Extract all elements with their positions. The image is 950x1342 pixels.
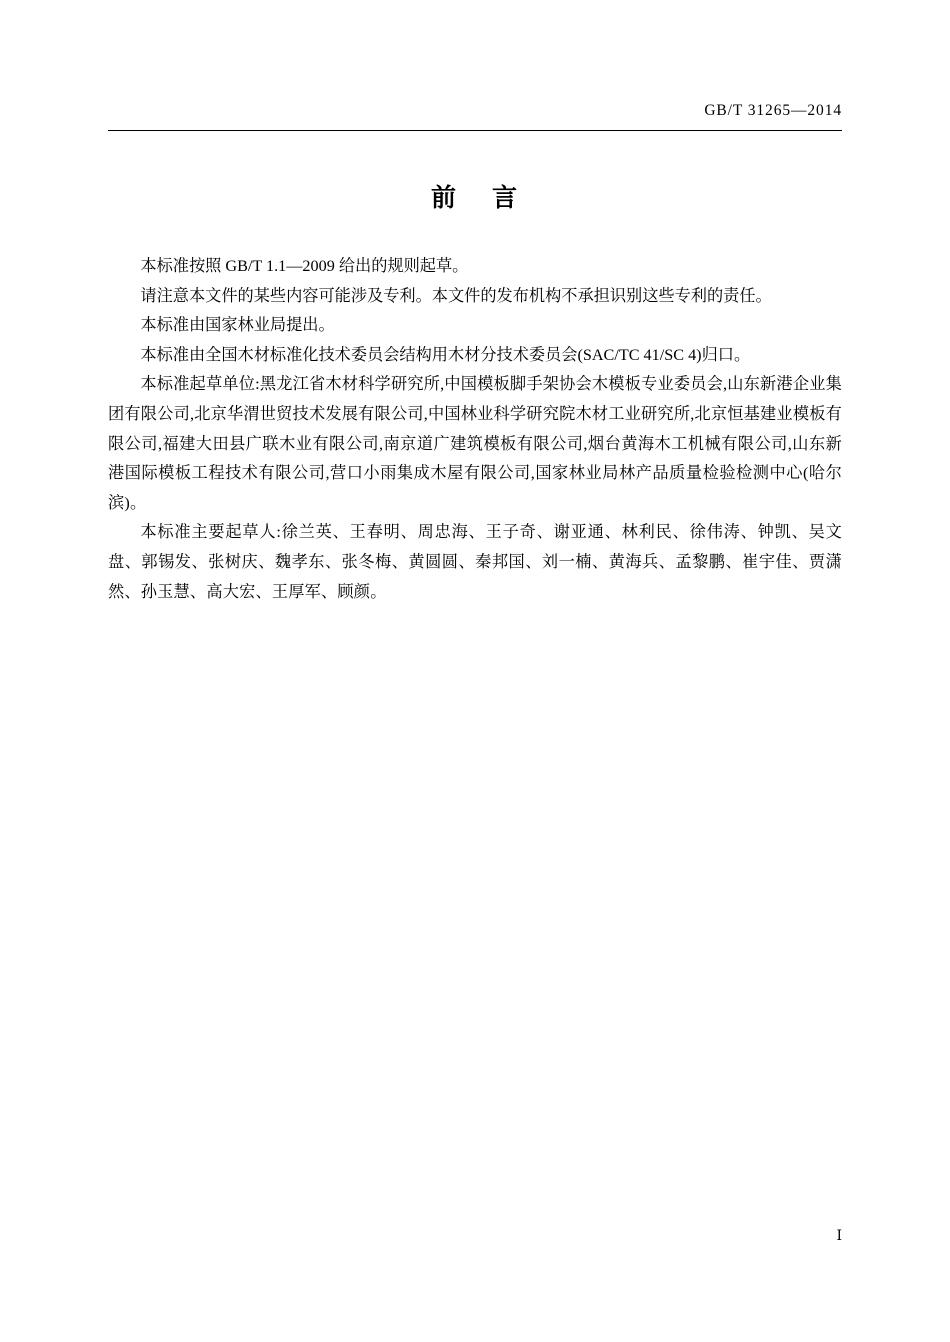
paragraph: 本标准由全国木材标准化技术委员会结构用木材分技术委员会(SAC/TC 41/SC 4)归口。 — [140, 345, 751, 364]
header-standard-number: GB/T 31265—2014 — [704, 102, 842, 119]
footer-page-number: Ⅰ — [836, 1229, 842, 1244]
paragraph: 请注意本文件的某些内容可能涉及专利。本文件的发布机构不承担识别这些专利的责任。 — [140, 286, 772, 305]
paragraph: 本标准由国家林业局提出。 — [140, 316, 335, 335]
title-char-1: 前 — [430, 183, 458, 212]
paragraph: 本标准按照 GB/T 1.1—2009 给出的规则起草。 — [140, 257, 469, 275]
paragraph: 本标准主要起草人:徐兰英、王春明、周忠海、王子奇、谢亚通、林利民、徐伟涛、钟凯、吴文盘、郭锡发、张树庆、魏孝东、张冬梅、黄圆圆、秦邦国、刘一楠、黄海兵、孟黎鹏、崔宇佳、贾潇然、孙玉慧、高大宏、王厚军、顾颜。 — [108, 523, 842, 601]
title-char-2: 言 — [492, 183, 520, 212]
foreword-body — [108, 252, 842, 607]
page-title — [0, 178, 950, 214]
paragraph: 本标准起草单位:黑龙江省木材科学研究所,中国模板脚手架协会木模板专业委员会,山东新港企业集团有限公司,北京华渭世贸技术发展有限公司,中国林业科学研究院木材工业研究所,北京恒基建业模板有限公司,福建大田县广联木业有限公司,南京道广建筑模板有限公司,烟台黄海木工机械有限公司,山东新港国际模板工程技术有限公司,营口小雨集成木屋有限公司,国家林业局林产品质量检验检测中心(哈尔滨)。 — [108, 375, 842, 512]
header-divider — [108, 130, 842, 131]
